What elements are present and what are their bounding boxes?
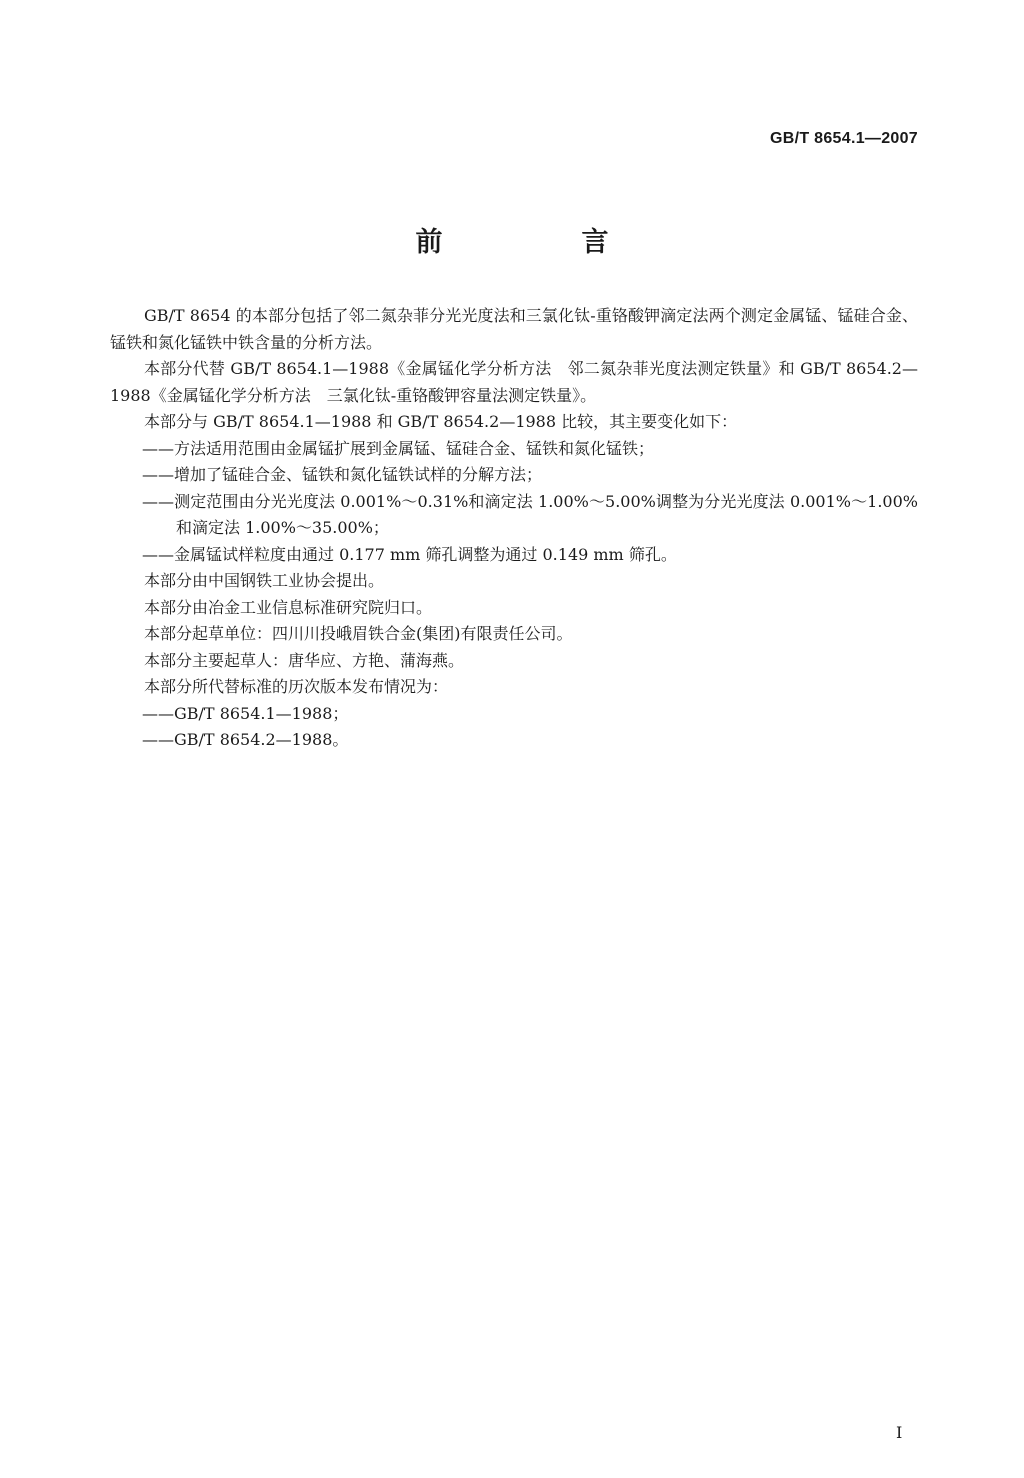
page-number: I [896, 1423, 903, 1442]
paragraph-drafters: 本部分主要起草人：唐华应、方艳、蒲海燕。 [144, 650, 465, 670]
foreword-body [110, 303, 918, 754]
standard-code: GB/T 8654.1—2007 [770, 130, 918, 147]
change-item: ——测定范围由分光光度法 0.001%～0.31%和滴定法 1.00%～5.00%调整为分光光度法 0.001%～1.00%和滴定法 1.00%～35.00%； [142, 491, 918, 537]
page-title: 前 言 [415, 227, 665, 258]
paragraph-drafting-unit: 本部分起草单位：四川川投峨眉铁合金(集团)有限责任公司。 [144, 624, 573, 643]
paragraph-replaces: 本部分代替 GB/T 8654.1—1988《金属锰化学分析方法 邻二氮杂菲光度法测定铁量》和 GB/T 8654.2—1988《金属锰化学分析方法 三氯化钛-重铬酸钾容量法测定铁量》。 [110, 359, 918, 405]
replaced-version-item: ——GB/T 8654.1—1988； [142, 703, 349, 723]
change-item: ——增加了锰硅合金、锰铁和氮化锰铁试样的分解方法； [142, 465, 543, 484]
paragraph-centralized: 本部分由冶金工业信息标准研究院归口。 [144, 597, 433, 617]
paragraph-version-history: 本部分所代替标准的历次版本发布情况为： [144, 677, 449, 696]
paragraph-scope: GB/T 8654 的本部分包括了邻二氮杂菲分光光度法和三氯化钛-重铬酸钾滴定法两个测定金属锰、锰硅合金、锰铁和氮化锰铁中铁含量的分析方法。 [110, 306, 918, 352]
replaced-version-item: ——GB/T 8654.2—1988。 [142, 730, 349, 749]
paragraph-proposer: 本部分由中国钢铁工业协会提出。 [144, 571, 385, 590]
paragraph-changes-intro: 本部分与 GB/T 8654.1—1988 和 GB/T 8654.2—1988 比较，其主要变化如下： [144, 412, 738, 431]
change-item: ——金属锰试样粒度由通过 0.177 mm 筛孔调整为通过 0.149 mm 筛孔。 [142, 544, 677, 564]
change-item: ——方法适用范围由金属锰扩展到金属锰、锰硅合金、锰铁和氮化锰铁； [142, 438, 655, 458]
